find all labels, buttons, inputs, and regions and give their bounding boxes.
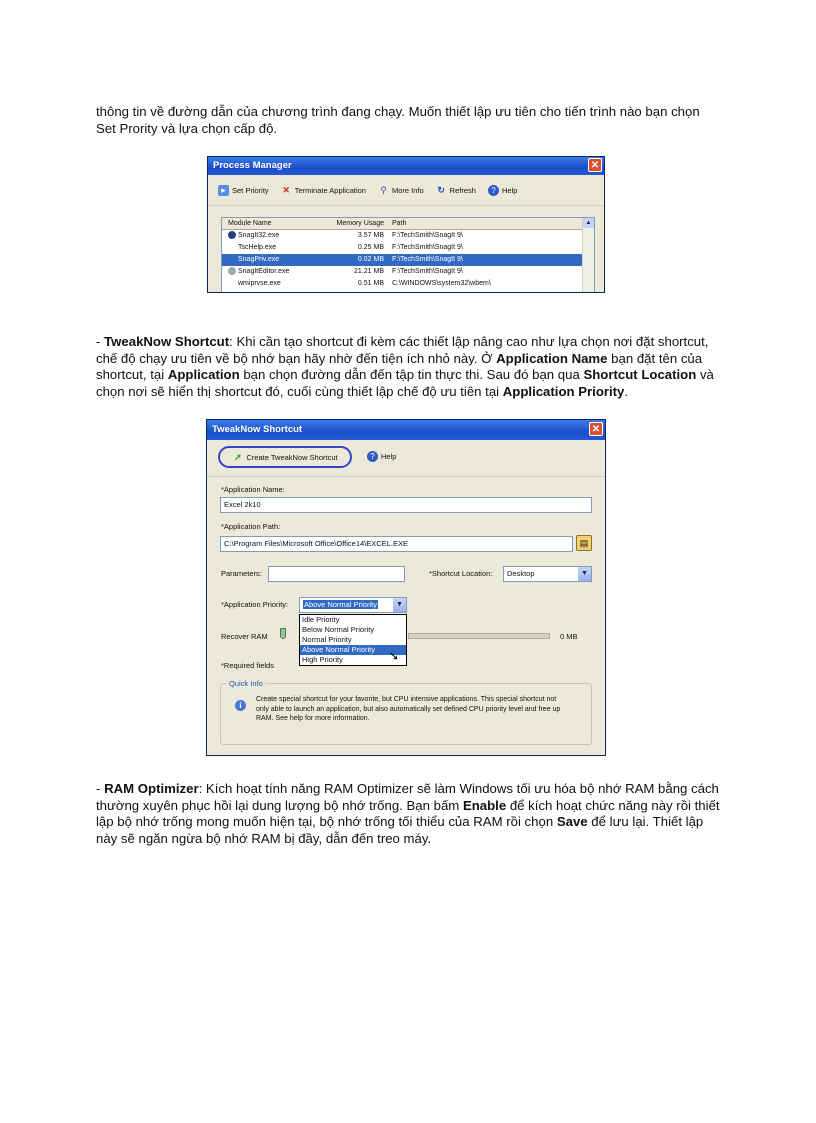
shortcut-location-term: Shortcut Location [583, 367, 697, 383]
module-name: SnagPriv.exe [238, 256, 280, 263]
priority-option-selected[interactable]: Above Normal Priority [300, 645, 406, 655]
chevron-down-icon[interactable]: ▼ [578, 567, 591, 581]
terminate-label: Terminate Application [294, 185, 366, 195]
more-info-button[interactable] [378, 185, 424, 196]
quick-info-group [220, 679, 592, 745]
application-path-input[interactable]: C:\Program Files\Microsoft Office\Office14\EXCEL.EXE [220, 536, 573, 552]
tweaknow-title: TweakNow Shortcut [212, 424, 303, 435]
terminate-icon: ✕ [282, 184, 290, 195]
process-manager-title: Process Manager [213, 160, 292, 171]
tweaknow-window [206, 419, 606, 756]
module-path: C:\WINDOWS\system32\wbem\ [392, 280, 491, 287]
help-button[interactable] [367, 451, 396, 462]
intro-line-1: thông tin về đường dẫn của chương trình đang chạy. Muốn thiết lập ưu tiên cho tiến trình nào bạn chọn [96, 104, 700, 119]
help-label: Help [501, 185, 518, 195]
close-icon[interactable]: ✕ [588, 158, 602, 172]
app-icon [228, 231, 236, 239]
more-info-label: More Info [391, 185, 424, 195]
recover-ram-label: Recover RAM [221, 632, 268, 641]
app-icon [228, 267, 236, 275]
text: bạn chọn đường dẫn đến tập tin thực thi. Sau đó bạn qua [239, 367, 584, 383]
priority-icon: ▸ [218, 185, 229, 196]
application-priority-select[interactable] [299, 597, 407, 613]
column-memory-usage[interactable]: Memory Usage [336, 220, 384, 227]
shortcut-arrow-icon: ➚ [234, 451, 242, 462]
close-icon[interactable]: ✕ [589, 422, 603, 436]
text: : Kích hoạt tính năng RAM Optimizer sẽ làm Windows tối ưu hóa bộ nhớ RAM bằng cách thường xuyên phục hồi lại dung lượng bộ nhớ trống. Bạn bấm [96, 781, 719, 813]
shortcut-location-value: Desktop [507, 569, 535, 578]
table-row-selected[interactable] [222, 254, 594, 266]
module-name: SnagItEditor.exe [238, 268, 290, 275]
process-manager-toolbar [208, 175, 604, 206]
enable-term: Enable [462, 797, 507, 813]
priority-option[interactable]: High Priority [302, 655, 343, 664]
shortcut-location-select[interactable] [503, 566, 592, 582]
column-module-name[interactable]: Module Name [228, 220, 272, 227]
process-list [221, 217, 595, 293]
application-name-input[interactable]: Excel 2k10 [220, 497, 592, 513]
quick-info-text: Create special shortcut for your favorite, but CPU intensive applications. This special shortcut not only able to launch an application, but also automatically set defined CPU priority level and free up RAM. See help for more information. [256, 696, 561, 722]
application-priority-label: *Application Priority: [221, 600, 289, 609]
table-row[interactable] [222, 278, 594, 290]
parameters-label: Parameters: [221, 569, 262, 578]
module-name: SnagIt32.exe [238, 232, 280, 239]
help-icon: ? [367, 451, 378, 462]
intro-paragraph [96, 104, 726, 137]
application-term: Application [167, 367, 240, 383]
text: bạn đặt tên của shortcut, tại [96, 350, 703, 383]
ram-optimizer-term: RAM Optimizer [104, 781, 199, 796]
browse-folder-icon[interactable]: ▤ [576, 535, 592, 551]
text: . [624, 383, 629, 399]
process-list-header [222, 218, 594, 230]
application-name-label: *Application Name: [221, 485, 285, 494]
scroll-up-icon[interactable]: ▲ [583, 218, 594, 228]
memory-usage: 21.21 MB [354, 268, 384, 275]
refresh-label: Refresh [449, 185, 476, 195]
refresh-button[interactable] [436, 185, 476, 196]
priority-option[interactable]: Below Normal Priority [302, 625, 375, 634]
text: và chọn nơi sẽ hiển thị shortcut đó, cuối cùng thiết lập chế độ ưu tiên tại [96, 367, 714, 399]
set-priority-button[interactable] [218, 185, 269, 196]
module-path: F:\TechSmith\SnagIt 9\ [392, 268, 463, 275]
required-fields-note: *Required fields [221, 661, 274, 670]
magnifier-icon: ⚲ [380, 184, 387, 195]
table-row[interactable] [222, 242, 594, 254]
module-name: wmiprvse.exe [238, 280, 281, 287]
dash: - [96, 781, 105, 796]
create-shortcut-button[interactable] [218, 446, 352, 468]
refresh-icon: ↻ [437, 184, 445, 195]
terminate-application-button[interactable] [281, 185, 366, 196]
memory-usage: 0.51 MB [357, 280, 384, 287]
ram-slider-track[interactable] [408, 633, 550, 639]
parameters-input[interactable] [268, 566, 405, 582]
help-icon: ? [488, 185, 499, 196]
process-manager-window [207, 156, 605, 293]
ram-value: 0 MB [560, 632, 578, 641]
chevron-down-icon[interactable]: ▼ [393, 598, 406, 612]
help-button[interactable] [488, 185, 517, 196]
text: : Khi cần tạo shortcut đi kèm các thiết lập nâng cao như lựa chọn nơi đặt shortcut, chế độ chạy ưu tiên về bộ nhớ bạn hãy nhờ đến tiện ích nhỏ này. Ở [96, 334, 709, 366]
module-path: F:\TechSmith\SnagIt 9\ [392, 232, 463, 239]
memory-usage: 0.02 MB [357, 256, 384, 263]
list-scrollbar[interactable] [582, 218, 594, 293]
quick-info-title: Quick Info [229, 679, 263, 688]
shortcut-location-label: *Shortcut Location: [429, 569, 493, 578]
save-term: Save [556, 814, 588, 830]
process-manager-titlebar [208, 157, 604, 175]
priority-option[interactable]: Idle Priority [302, 615, 340, 624]
module-path: F:\TechSmith\SnagIt 9\ [392, 244, 463, 251]
module-name: TscHelp.exe [238, 244, 277, 251]
application-priority-term: Application Priority [502, 383, 625, 399]
priority-option[interactable]: Normal Priority [302, 635, 352, 644]
help-label: Help [381, 452, 397, 461]
tweaknow-paragraph [96, 334, 726, 400]
set-priority-label: Set Priority [232, 185, 269, 195]
application-priority-value: Above Normal Priority [304, 600, 377, 609]
column-path[interactable]: Path [392, 220, 407, 227]
table-row[interactable] [222, 230, 594, 242]
ram-slider-thumb[interactable] [280, 628, 286, 639]
create-shortcut-label: Create TweakNow Shortcut [246, 452, 338, 462]
mouse-cursor-icon: ➘ [389, 649, 400, 663]
memory-usage: 3.57 MB [357, 232, 384, 239]
intro-line-2: Set Prority và lựa chọn cấp độ. [96, 120, 278, 136]
ram-optimizer-paragraph [96, 781, 726, 847]
text: để lưu lại. Thiết lập này sẽ ngăn ngừa bộ nhớ RAM bị đầy, dẫn đến treo máy. [96, 814, 704, 846]
application-path-label: *Application Path: [221, 522, 281, 531]
table-row[interactable] [222, 266, 594, 278]
tweaknow-titlebar [207, 420, 605, 440]
application-name-term: Application Name [496, 350, 608, 366]
tweaknow-toolbar [207, 440, 605, 477]
info-icon: i [235, 700, 246, 711]
text: để kích hoạt chức năng này rồi thiết lập bộ nhớ trống mong muốn hiện tại, bộ nhớ trống tối thiểu của RAM rồi chọn [96, 797, 720, 830]
module-path: F:\TechSmith\SnagIt 9\ [392, 256, 463, 263]
tweaknow-term: TweakNow Shortcut [104, 334, 230, 349]
dash: - [96, 334, 105, 349]
memory-usage: 0.25 MB [357, 244, 384, 251]
